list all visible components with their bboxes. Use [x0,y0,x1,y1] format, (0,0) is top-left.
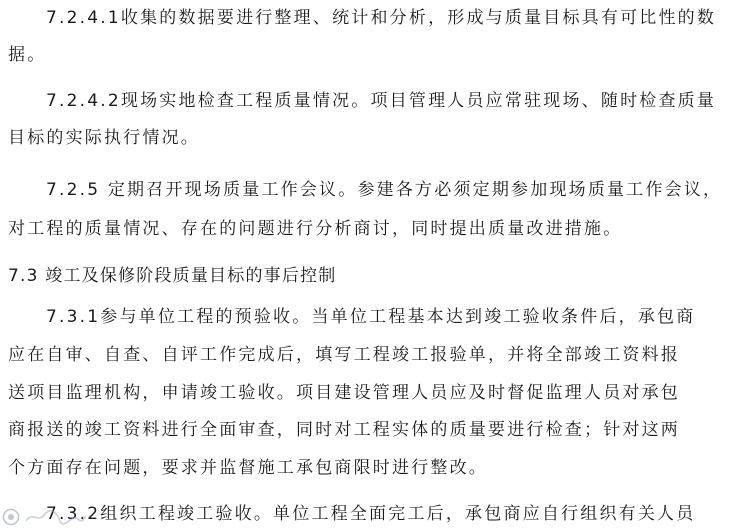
text-line-4: 目标的实际执行情况。 [8,128,200,148]
text-line-13: 7.3.2组织工程竣工验收。单位工程全面完工后，承包商应自行组织有关人员 [46,504,696,524]
text-line-11: 商报送的竣工资料进行全面审查，同时对工程实体的质量要进行检查；针对这两 [8,420,680,440]
text-line-1: 7.2.4.1收集的数据要进行整理、统计和分析，形成与质量目标具有可比性的数 [46,8,717,28]
text-line-10: 送项目监理机构，申请竣工验收。项目建设管理人员应及时督促监理人员对承包 [8,383,680,403]
text-line-5: 7.2.5 定期召开现场质量工作会议。参建各方必须定期参加现场质量工作会议， [46,180,723,200]
section-heading: 7.3 竣工及保修阶段质量目标的事后控制 [8,266,337,286]
watermark [2,505,94,529]
logo-mark-icon [2,508,20,526]
text-line-2: 据。 [8,45,47,65]
text-line-3: 7.2.4.2现场实地检查工程质量情况。项目管理人员应常驻现场、随时检查质量 [46,91,717,111]
text-line-9: 应在自审、自查、自评工作完成后，填写工程竣工报验单，并将全部竣工资料报 [8,345,680,365]
text-line-12: 个方面存在问题，要求并监督施工承包商限时进行整改。 [8,458,488,478]
text-line-6: 对工程的质量情况、存在的问题进行分析商讨，同时提出质量改进措施。 [8,219,623,239]
text-line-8: 7.3.1参与单位工程的预验收。当单位工程基本达到竣工验收条件后，承包商 [46,307,696,327]
watermark-scribble [24,509,88,525]
